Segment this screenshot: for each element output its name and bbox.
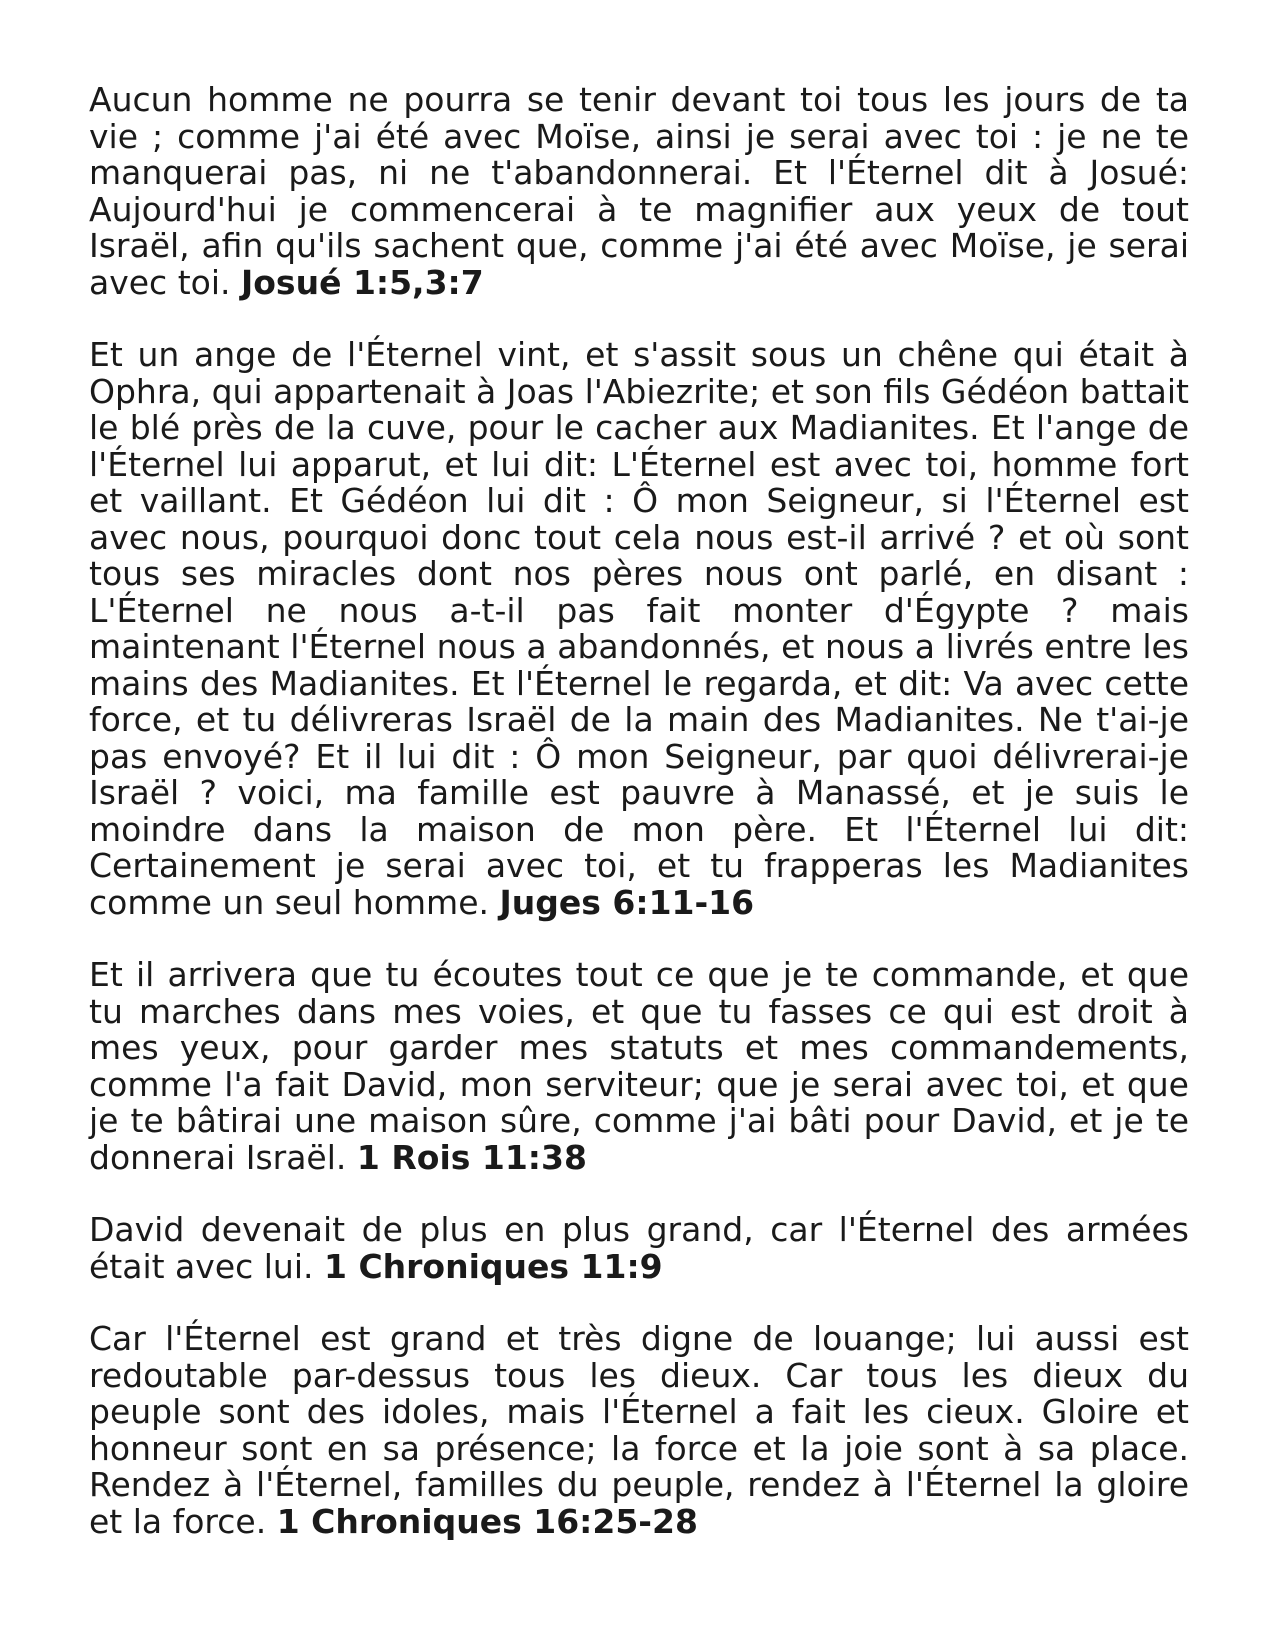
passage-reference: 1 Chroniques 16:25-28 <box>276 1501 698 1541</box>
passage-reference: Josué 1:5,3:7 <box>240 262 484 302</box>
passage-2 <box>89 337 1189 921</box>
scripture-page <box>89 82 1189 1576</box>
passage-reference: 1 Chroniques 11:9 <box>324 1246 663 1286</box>
passage-text: Aucun homme ne pourra se tenir devant toi tous les jours de ta vie ; comme j'ai été avec Moïse, ainsi je serai avec toi : je ne te manquerai pas, ni ne t'abandonnerai. Et l'Éternel dit à Josué: Aujourd'hui je commencerai à te magnifier aux yeux de tout Israël, afin qu'ils sachent que, comme j'ai été avec Moïse, je serai avec toi. <box>89 80 1189 302</box>
passage-reference: 1 Rois 11:38 <box>356 1137 587 1177</box>
passage-1 <box>89 82 1189 301</box>
passage-text: Et il arrivera que tu écoutes tout ce que je te commande, et que tu marches dans mes voies, et que tu fasses ce qui est droit à mes yeux, pour garder mes statuts et mes commandements, comme l'a fait David, mon serviteur; que je serai avec toi, et que je te bâtirai une maison sûre, comme j'ai bâti pour David, et je te donnerai Israël. <box>89 955 1189 1177</box>
passage-text: David devenait de plus en plus grand, car l'Éternel des armées était avec lui. <box>89 1210 1189 1286</box>
passage-5 <box>89 1321 1189 1540</box>
passage-reference: Juges 6:11-16 <box>499 882 755 922</box>
passage-4 <box>89 1212 1189 1285</box>
passage-3 <box>89 957 1189 1176</box>
passage-text: Et un ange de l'Éternel vint, et s'assit sous un chêne qui était à Ophra, qui appartenait à Joas l'Abiezrite; et son fils Gédéon battait le blé près de la cuve, pour le cacher aux Madianites. Et l'ange de l'Éternel lui apparut, et lui dit: L'Éternel est avec toi, homme fort et vaillant. Et Gédéon lui dit : Ô mon Seigneur, si l'Éternel est avec nous, pourquoi donc tout cela nous est-il arrivé ? et où sont tous ses miracles dont nos pères nous ont parlé, en disant : L'Éternel ne nous a-t-il pas fait monter d'Égypte ? mais maintenant l'Éternel nous a abandonnés, et nous a livrés entre les mains des Madianites. Et l'Éternel le regarda, et dit: Va avec cette force, et tu délivreras Israël de la main des Madianites. Ne t'ai-je pas envoyé? Et il lui dit : Ô mon Seigneur, par quoi délivrerai-je Israël ? voici, ma famille est pauvre à Manassé, et je suis le moindre dans la maison de mon père. Et l'Éternel lui dit: Certainement je serai avec toi, et tu frapperas les Madianites comme un seul homme. <box>89 335 1189 922</box>
passage-text: Car l'Éternel est grand et très digne de louange; lui aussi est redoutable par-dessus tous les dieux. Car tous les dieux du peuple sont des idoles, mais l'Éternel a fait les cieux. Gloire et honneur sont en sa présence; la force et la joie sont à sa place. Rendez à l'Éternel, familles du peuple, rendez à l'Éternel la gloire et la force. <box>89 1319 1189 1541</box>
